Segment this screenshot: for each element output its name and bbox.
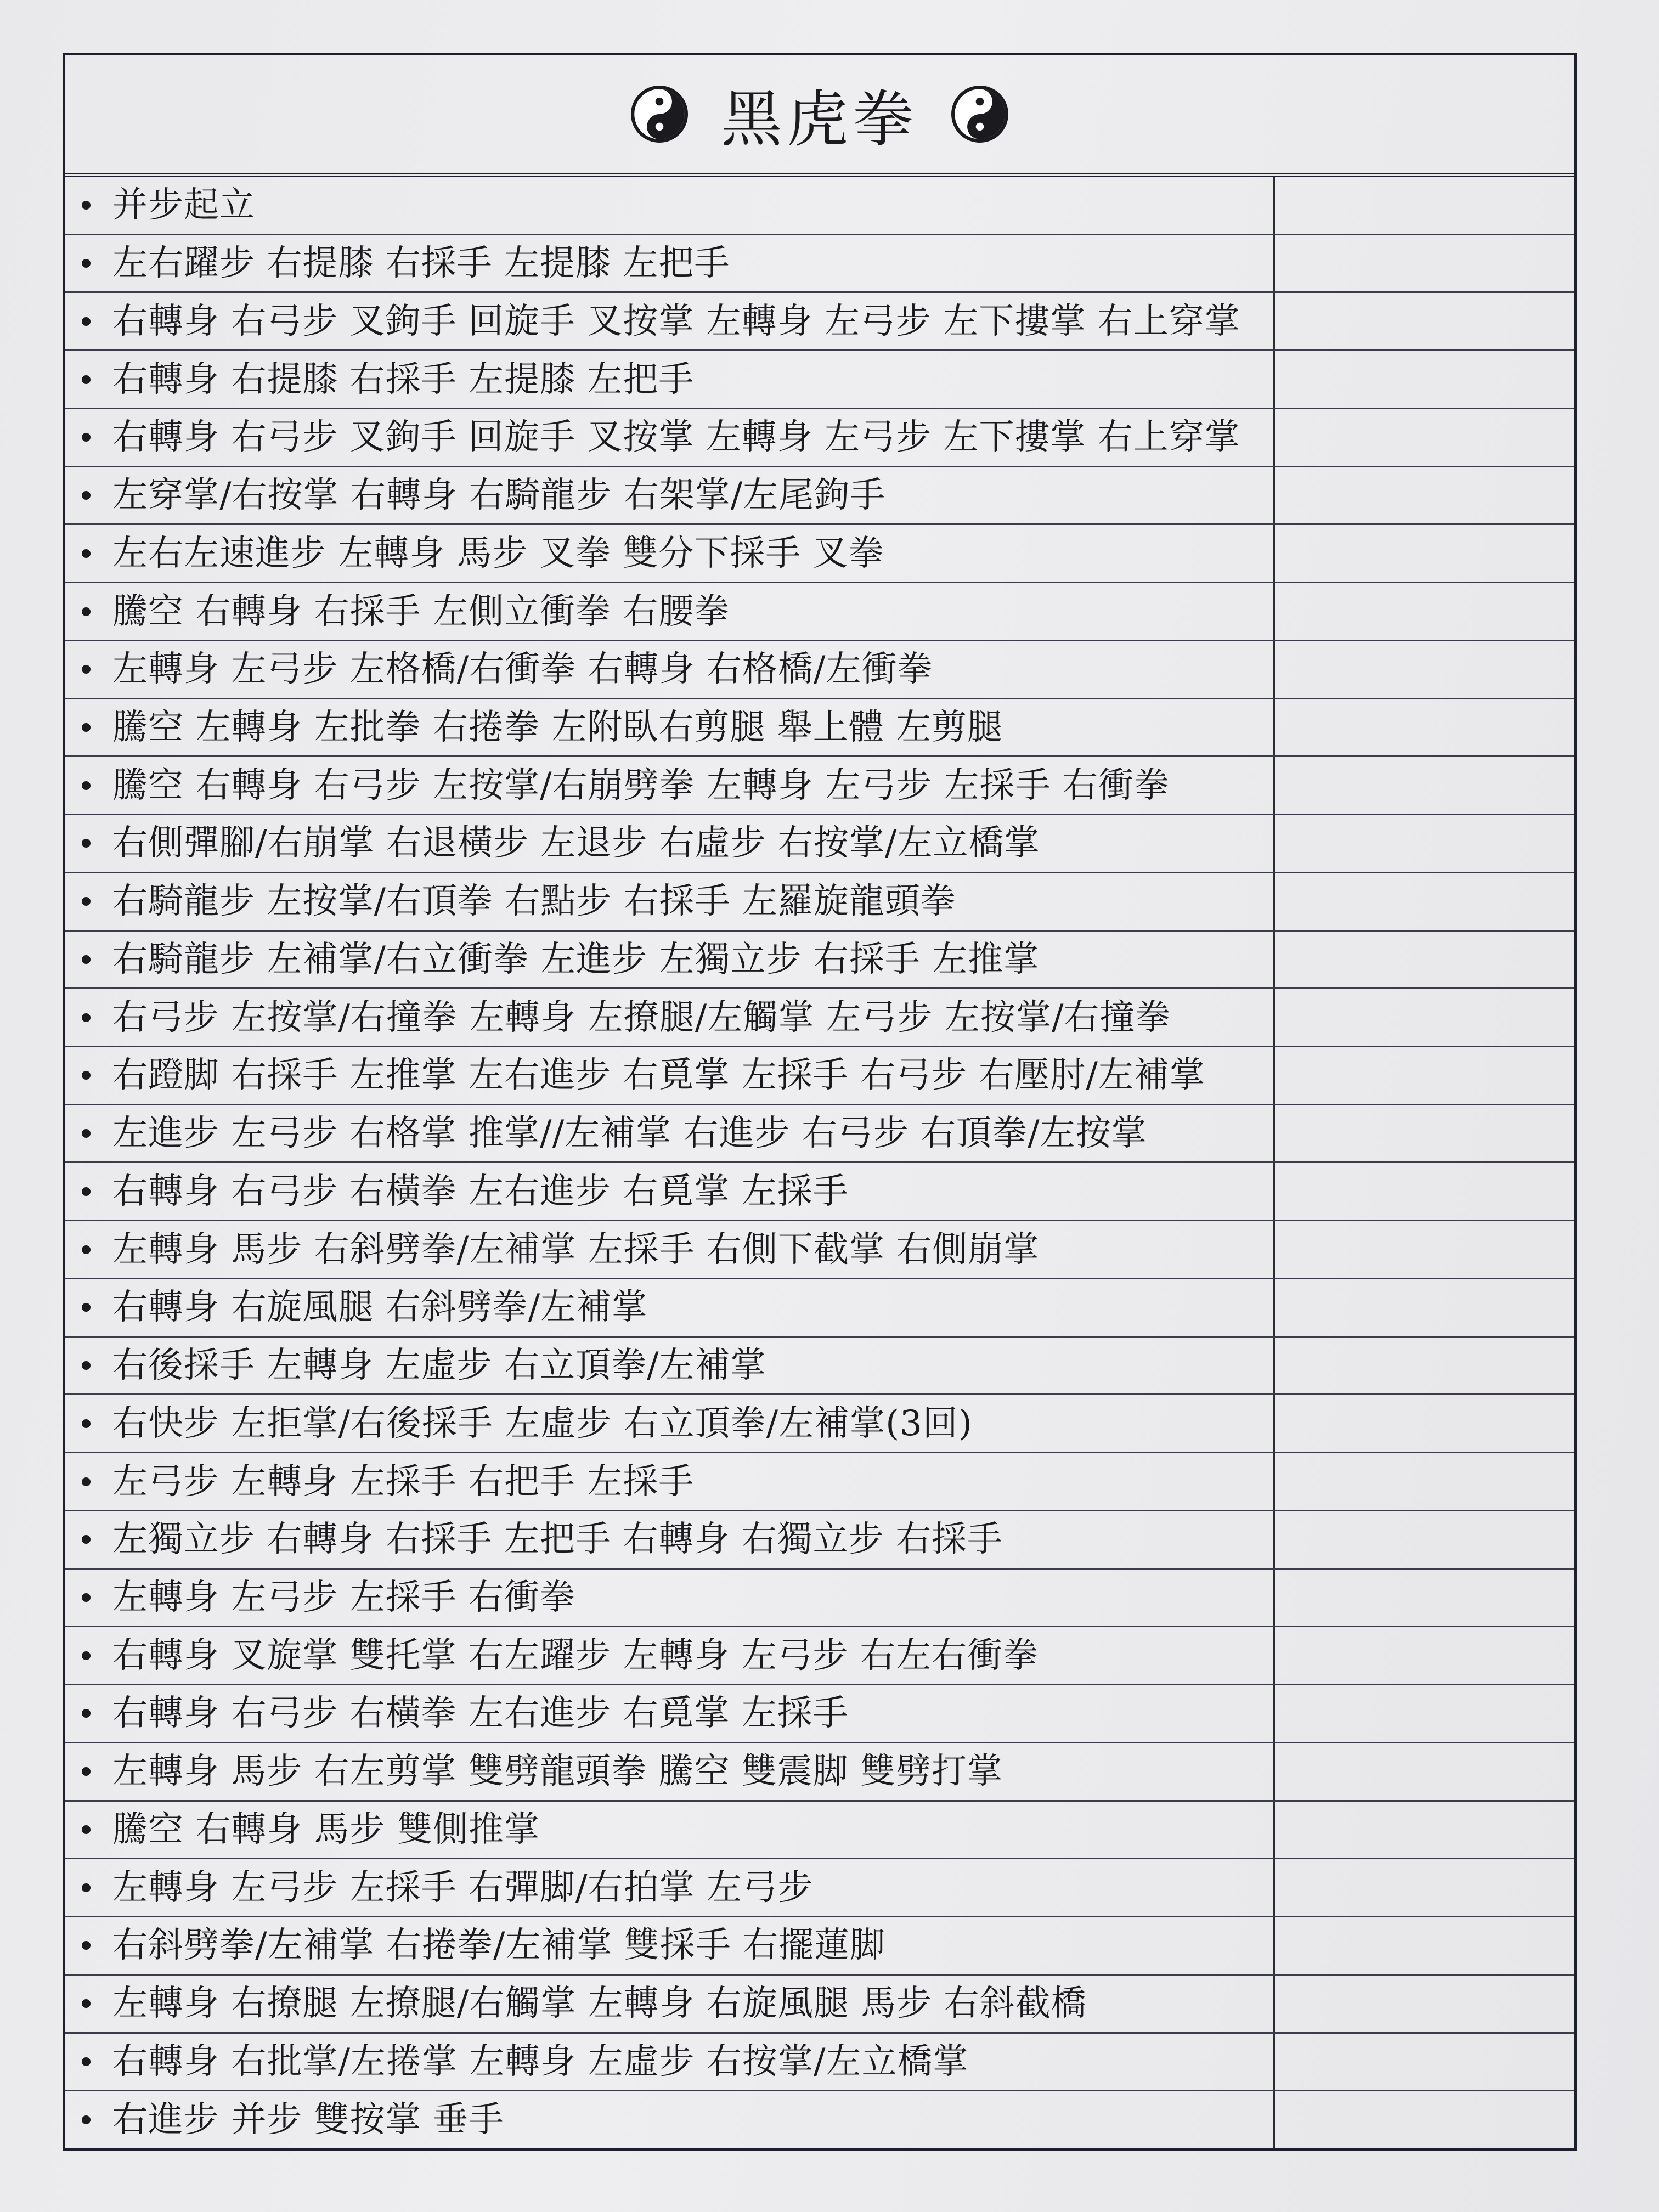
table-row xyxy=(65,1279,1574,1338)
move-cell xyxy=(65,1163,1275,1220)
move-cell xyxy=(65,1743,1275,1800)
move-text: 右轉身 右弓步 叉鉤手 回旋手 叉按掌 左轉身 左弓步 左下摟掌 右上穿掌 xyxy=(112,417,1240,458)
check-cell xyxy=(1275,1453,1574,1510)
move-cell xyxy=(65,1685,1275,1742)
move-cell xyxy=(65,1511,1275,1568)
move-text: 騰空 左轉身 左批拳 右捲拳 左附臥右剪腿 舉上體 左剪腿 xyxy=(112,707,1003,748)
move-text: 左弓步 左轉身 左採手 右把手 左採手 xyxy=(112,1461,695,1502)
check-cell xyxy=(1275,1743,1574,1800)
table-row xyxy=(65,873,1574,932)
move-cell xyxy=(65,1105,1275,1162)
move-text: 右轉身 叉旋掌 雙托掌 右左躍步 左轉身 左弓步 右左右衝拳 xyxy=(112,1635,1039,1676)
move-cell xyxy=(65,467,1275,524)
yin-yang-icon xyxy=(631,86,688,143)
move-cell xyxy=(65,757,1275,814)
bullet-icon xyxy=(82,1303,91,1312)
check-cell xyxy=(1275,757,1574,814)
check-cell xyxy=(1275,1221,1574,1278)
table-row xyxy=(65,235,1574,294)
move-cell xyxy=(65,235,1275,292)
table-row xyxy=(65,1163,1574,1221)
check-cell xyxy=(1275,815,1574,872)
move-text: 左轉身 右撩腿 左撩腿/右觸掌 左轉身 右旋風腿 馬步 右斜截橋 xyxy=(112,1983,1087,2024)
move-text: 右轉身 右提膝 右採手 左提膝 左把手 xyxy=(112,359,695,400)
move-cell xyxy=(65,815,1275,872)
move-cell xyxy=(65,699,1275,756)
bullet-icon xyxy=(82,1593,91,1602)
move-text: 右騎龍步 左按掌/右頂拳 右點步 右採手 左羅旋龍頭拳 xyxy=(112,881,956,922)
move-text: 右騎龍步 左補掌/右立衝拳 左進步 左獨立步 右採手 左推掌 xyxy=(112,939,1040,980)
table-row xyxy=(65,1511,1574,1570)
bullet-icon xyxy=(82,607,91,616)
move-cell xyxy=(65,177,1275,234)
move-cell xyxy=(65,293,1275,349)
bullet-icon xyxy=(82,955,91,964)
move-cell xyxy=(65,641,1275,698)
move-text: 左右躍步 右提膝 右採手 左提膝 左把手 xyxy=(112,243,730,284)
bullet-icon xyxy=(82,1013,91,1022)
move-text: 左進步 左弓步 右格掌 推掌//左補掌 右進步 右弓步 右頂拳/左按掌 xyxy=(112,1113,1147,1154)
check-cell xyxy=(1275,2091,1574,2148)
check-cell xyxy=(1275,409,1574,466)
check-cell xyxy=(1275,932,1574,988)
check-cell xyxy=(1275,351,1574,408)
move-text: 左轉身 左弓步 左採手 右彈脚/右拍掌 左弓步 xyxy=(112,1867,814,1908)
table-row xyxy=(65,2091,1574,2148)
page-title: 黑虎拳 xyxy=(721,83,918,155)
check-cell xyxy=(1275,1627,1574,1684)
table-row xyxy=(65,1338,1574,1396)
bullet-icon xyxy=(82,201,91,210)
table-row xyxy=(65,1743,1574,1802)
move-text: 左右左速進步 左轉身 馬步 叉拳 雙分下採手 叉拳 xyxy=(112,533,884,574)
table-row xyxy=(65,1627,1574,1685)
bullet-icon xyxy=(82,1187,91,1196)
check-cell xyxy=(1275,1279,1574,1336)
check-cell xyxy=(1275,641,1574,698)
move-cell xyxy=(65,1338,1275,1394)
check-cell xyxy=(1275,2034,1574,2090)
move-cell xyxy=(65,989,1275,1046)
form-sheet xyxy=(63,53,1577,2151)
move-cell xyxy=(65,583,1275,640)
moves-table xyxy=(65,177,1574,2148)
bullet-icon xyxy=(82,491,91,500)
check-cell xyxy=(1275,1163,1574,1220)
bullet-icon xyxy=(82,839,91,848)
table-row xyxy=(65,467,1574,526)
check-cell xyxy=(1275,1570,1574,1626)
bullet-icon xyxy=(82,1071,91,1080)
table-row xyxy=(65,1105,1574,1164)
check-cell xyxy=(1275,989,1574,1046)
move-text: 左獨立步 右轉身 右採手 左把手 右轉身 右獨立步 右採手 xyxy=(112,1519,1003,1560)
move-text: 右快步 左拒掌/右後採手 左虛步 右立頂拳/左補掌(3回) xyxy=(112,1403,973,1444)
table-row xyxy=(65,641,1574,699)
check-cell xyxy=(1275,1859,1574,1916)
bullet-icon xyxy=(82,897,91,906)
move-cell xyxy=(65,351,1275,408)
bullet-icon xyxy=(82,1767,91,1776)
move-text: 左轉身 左弓步 左採手 右衝拳 xyxy=(112,1577,576,1618)
check-cell xyxy=(1275,873,1574,930)
move-cell xyxy=(65,1859,1275,1916)
table-row xyxy=(65,583,1574,641)
table-row xyxy=(65,932,1574,990)
title-bar xyxy=(65,55,1574,177)
bullet-icon xyxy=(82,2115,91,2124)
move-text: 騰空 右轉身 右弓步 左按掌/右崩劈拳 左轉身 左弓步 左採手 右衝拳 xyxy=(112,765,1170,806)
move-cell xyxy=(65,1279,1275,1336)
move-cell xyxy=(65,1917,1275,1974)
check-cell xyxy=(1275,1047,1574,1104)
check-cell xyxy=(1275,1917,1574,1974)
move-cell xyxy=(65,873,1275,930)
bullet-icon xyxy=(82,1419,91,1428)
move-cell xyxy=(65,1395,1275,1452)
check-cell xyxy=(1275,1685,1574,1742)
bullet-icon xyxy=(82,723,91,732)
move-cell xyxy=(65,1802,1275,1858)
check-cell xyxy=(1275,1511,1574,1568)
table-row xyxy=(65,815,1574,873)
bullet-icon xyxy=(82,1999,91,2008)
check-cell xyxy=(1275,467,1574,524)
bullet-icon xyxy=(82,1651,91,1660)
move-text: 右側彈腳/右崩掌 右退橫步 左退步 右虛步 右按掌/左立橋掌 xyxy=(112,823,1040,864)
bullet-icon xyxy=(82,1941,91,1950)
table-row xyxy=(65,1453,1574,1511)
move-cell xyxy=(65,1627,1275,1684)
table-row xyxy=(65,1802,1574,1860)
table-row xyxy=(65,1976,1574,2034)
check-cell xyxy=(1275,583,1574,640)
move-text: 右蹬脚 右採手 左推掌 左右進步 右覓掌 左採手 右弓步 右壓肘/左補掌 xyxy=(112,1055,1205,1096)
move-text: 左轉身 馬步 右左剪掌 雙劈龍頭拳 騰空 雙震脚 雙劈打掌 xyxy=(112,1751,1003,1792)
table-row xyxy=(65,699,1574,758)
move-text: 左轉身 馬步 右斜劈拳/左補掌 左採手 右側下截掌 右側崩掌 xyxy=(112,1229,1040,1270)
bullet-icon xyxy=(82,1129,91,1138)
move-text: 左穿掌/右按掌 右轉身 右騎龍步 右架掌/左尾鉤手 xyxy=(112,475,886,516)
table-row xyxy=(65,1917,1574,1976)
move-text: 并步起立 xyxy=(112,185,255,226)
check-cell xyxy=(1275,525,1574,582)
table-row xyxy=(65,989,1574,1047)
move-text: 右斜劈拳/左補掌 右捲拳/左補掌 雙採手 右擺蓮脚 xyxy=(112,1925,886,1966)
check-cell xyxy=(1275,1395,1574,1452)
table-row xyxy=(65,1395,1574,1453)
bullet-icon xyxy=(82,433,91,442)
table-row xyxy=(65,1047,1574,1105)
table-row xyxy=(65,1685,1574,1743)
move-text: 右轉身 右弓步 右橫拳 左右進步 右覓掌 左採手 xyxy=(112,1693,849,1734)
table-row xyxy=(65,1859,1574,1917)
bullet-icon xyxy=(82,1477,91,1486)
table-row xyxy=(65,2034,1574,2092)
bullet-icon xyxy=(82,2057,91,2066)
table-row xyxy=(65,351,1574,409)
bullet-icon xyxy=(82,1825,91,1834)
move-cell xyxy=(65,409,1275,466)
check-cell xyxy=(1275,1105,1574,1162)
bullet-icon xyxy=(82,259,91,268)
move-cell xyxy=(65,1570,1275,1626)
move-text: 騰空 右轉身 馬步 雙側推掌 xyxy=(112,1809,540,1850)
move-cell xyxy=(65,2034,1275,2090)
table-row xyxy=(65,1570,1574,1628)
bullet-icon xyxy=(82,1709,91,1718)
check-cell xyxy=(1275,177,1574,234)
bullet-icon xyxy=(82,781,91,790)
move-text: 右轉身 右批掌/左捲掌 左轉身 左虛步 右按掌/左立橋掌 xyxy=(112,2041,969,2082)
check-cell xyxy=(1275,1976,1574,2032)
move-cell xyxy=(65,1976,1275,2032)
bullet-icon xyxy=(82,375,91,384)
move-text: 騰空 右轉身 右採手 左側立衝拳 右腰拳 xyxy=(112,591,730,632)
bullet-icon xyxy=(82,549,91,558)
check-cell xyxy=(1275,1802,1574,1858)
move-cell xyxy=(65,1047,1275,1104)
move-text: 右轉身 右旋風腿 右斜劈拳/左補掌 xyxy=(112,1287,648,1328)
check-cell xyxy=(1275,235,1574,292)
table-row xyxy=(65,293,1574,351)
bullet-icon xyxy=(82,317,91,326)
table-row xyxy=(65,525,1574,583)
move-text: 右轉身 右弓步 右橫拳 左右進步 右覓掌 左採手 xyxy=(112,1171,849,1212)
move-cell xyxy=(65,525,1275,582)
table-row xyxy=(65,757,1574,815)
table-row xyxy=(65,1221,1574,1279)
move-text: 右後採手 左轉身 左虛步 右立頂拳/左補掌 xyxy=(112,1345,766,1386)
bullet-icon xyxy=(82,665,91,674)
move-text: 右弓步 左按掌/右撞拳 左轉身 左撩腿/左觸掌 左弓步 左按掌/右撞拳 xyxy=(112,997,1171,1038)
bullet-icon xyxy=(82,1361,91,1370)
table-row xyxy=(65,177,1574,235)
bullet-icon xyxy=(82,1883,91,1892)
move-cell xyxy=(65,1453,1275,1510)
table-row xyxy=(65,409,1574,467)
yin-yang-icon xyxy=(951,86,1008,143)
move-text: 右進步 并步 雙按掌 垂手 xyxy=(112,2099,505,2140)
check-cell xyxy=(1275,1338,1574,1394)
bullet-icon xyxy=(82,1535,91,1544)
move-text: 右轉身 右弓步 叉鉤手 回旋手 叉按掌 左轉身 左弓步 左下摟掌 右上穿掌 xyxy=(112,301,1240,342)
move-cell xyxy=(65,1221,1275,1278)
check-cell xyxy=(1275,699,1574,756)
move-cell xyxy=(65,932,1275,988)
bullet-icon xyxy=(82,1245,91,1254)
check-cell xyxy=(1275,293,1574,349)
move-text: 左轉身 左弓步 左格橋/右衝拳 右轉身 右格橋/左衝拳 xyxy=(112,649,933,690)
move-cell xyxy=(65,2091,1275,2148)
